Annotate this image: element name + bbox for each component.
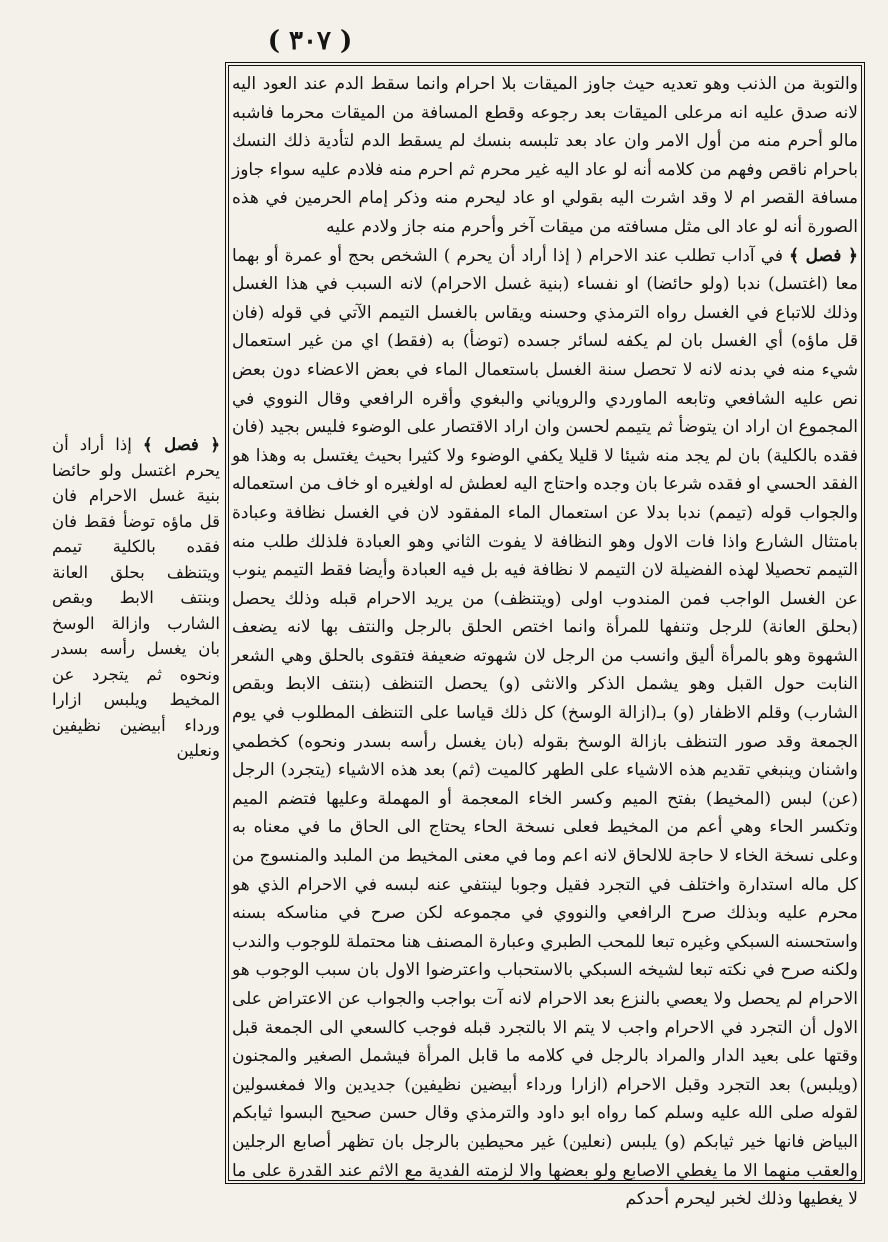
page-number: ( ٣٠٧ )	[267, 26, 353, 56]
margin-paragraph	[52, 432, 220, 764]
paragraph-2	[232, 242, 858, 1214]
paragraph-2-text: في آداب تطلب عند الاحرام ( إذا أراد أن يحرم ) الشخص بحج أو عمرة أو بهما معا (اغتسل) ندبا (ولو حائضا) او نفساء (بنية غسل الاحرام) لانه السبب في هذا الغسل وذلك للاتباع في الغسل رواه الترمذي وحسنه ويقاس بالغسل التيمم الآتي في قوله (فان قل ماؤه) أي الغسل بان لم يكفه لسائر جسده (توضأ) به (فقط) اي من غير استعمال شيء منه في بدنه لانه لا تحصل سنة الغسل باستعمال الماء في بعض الاعضاء دون بعض نص عليه الشافعي وتابعه الماوردي والروياني والبغوي وأقره الرافعي وقال النووي في المجموع ان اراد ان يتوضأ ثم يتيمم لحسن وان اراد الاقتصار على الوضوء فليس بجيد (فان فقده بالكلية) بان لم يجد منه شيئا لا قليلا يكفي الوضوء ولا كثيرا بحيث يغتسل به وهذا هو الفقد الحسي او فقده شرعا بان وجده واحتاج اليه لعطش له اولغيره او خاف من استعماله والجواب قوله (تيمم) ندبا بدلا عن استعمال الماء المفقود لان في الغسل نظافة وعبادة بامتثال الشارع واذا فات الاول وهو النظافة لا يفوت الثاني وهو العبادة فلذلك طلب منه التيمم تحصيلا لهذه الفضيلة لان التيمم لا نظافة فيه بل فيه العبادة وأيضا فقط التيمم ينوب عن الغسل الواجب فمن المندوب اولى (ويتنظف) من يريد الاحرام قبله وذلك يحصل (بحلق العانة) للرجل وتنفها للمرأة وانما اختص الحلق بالرجل والنتف بها لانه يضعف الشهوة وهو بالمرأة أليق وانسب من الرجل لان شهوته ضعيفة فتقوى بالحلق وهي الشعر النابت حول القبل وهو يشمل الذكر والانثى (و) يحصل التنظف (بنتف الابط وبقص الشارب) وقلم الاظفار (و) بـ(ازالة الوسخ) كل ذلك قياسا على التنظف المطلوب في يوم الجمعة وقد صور التنظف بازالة الوسخ بقوله (بان يغسل رأسه بسدر ونحوه) كخطمي واشنان وينبغي تقديم هذه الاشياء على الطهر كالميت (ثم) بعد هذه الاشياء (يتجرد) الرجل (عن) لبس (المخيط) بفتح الميم وكسر الخاء المعجمة أو المهملة وعليها فتضم الميم وتكسر الحاء وهي أعم من المخيط فعلى نسخة الحاء يحتاج الى الحاق ما في معناه به وعلى نسخة الخاء لا حاجة للالحاق لانه اعم وما في معنى المخيط من الملبد والمنسوج من كل ماله استدارة واختلف في التجرد فقيل وجوبا لينتفي عنه لبسه في الاحرام الذي هو محرم عليه وبذلك صرح الرافعي والنووي في مجموعه لكن صرح في مناسكه بسنه واستحسنه السبكي وغيره تبعا للمحب الطبري وعبارة المصنف هنا محتملة للوجوب والندب ولكنه صرح في نكته تبعا لشيخه السبكي بالاستحباب واعترضوا الاول بان سبب الوجوب هو الاحرام لم يحصل ولا يعصي بالنزع بعد الاحرام لانه آت بواجب والجواب عن الاعتراض على الاول أن التجرد في الاحرام واجب لا يتم الا بالتجرد قبله فوجب كالسعي الى الجمعة قبل وقتها على بعيد الدار والمراد بالرجل في كلامه ما قابل المرأة فيشمل الصغير والمجنون (ويلبس) بعد التجرد وقبل الاحرام (ازارا ورداء أبيضين نظيفين) جديدين والا فمغسولين لقوله صلى الله عليه وسلم كما رواه ابو داود والترمذي وقال حسن صحيح البسوا ثيابكم البياض فانها خير ثيابكم (و) يلبس (نعلين) غير محيطين بالرجل بان تظهر أصابع الرجلين والعقب منهما الا ما يغطي الاصابع ولو بعضها والا لزمته الفدية مع الاثم عند القدرة على ما لا يغطيها وذلك لخبر ليحرم أحدكم	[232, 245, 858, 1210]
margin-body: إذا أراد أن يحرم اغتسل ولو حائضا بنية غسل الاحرام فان قل ماؤه توضأ فقط فان فقده بالكلية تيمم ويتنظف بحلق العانة وبنتف الابط وبقص الشارب وازالة الوسخ بان يغسل رأسه بسدر ونحوه ثم يتجرد عن المخيط ويلبس ازارا ورداء أبيضين نظيفين ونعلين	[52, 435, 220, 760]
margin-heading: ﴿ فصل ﴾	[142, 435, 220, 454]
margin-text-block	[52, 432, 220, 764]
paragraph-1: والتوبة من الذنب وهو تعديه حيث جاوز الميقات بلا احرام وانما سقط الدم عند العود اليه لانه صدق عليه انه مرعلى الميقات بعد رجوعه وقطع المسافة من الميقات محرما فاشبه مالو أحرم منه من أول الامر وان عاد بعد تلبسه بنسك لم يسقط الدم لتأدية ذلك النسك باحرام ناقص وفهم من كلامه أنه لو عاد اليه غير محرم ثم احرم منه فلادم عليه سواء جاوز مسافة القصر ام لا وقد اشرت اليه بقولي او عاد ليحرم منه وذكر إمام الحرمين في هذه الصورة أنه لو عاد الى مثل مسافته من ميقات آخر وأحرم منه جاز ولادم عليه	[232, 74, 858, 237]
main-text-block	[232, 70, 858, 1210]
section-heading: ﴿ فصل ﴾	[789, 245, 858, 266]
